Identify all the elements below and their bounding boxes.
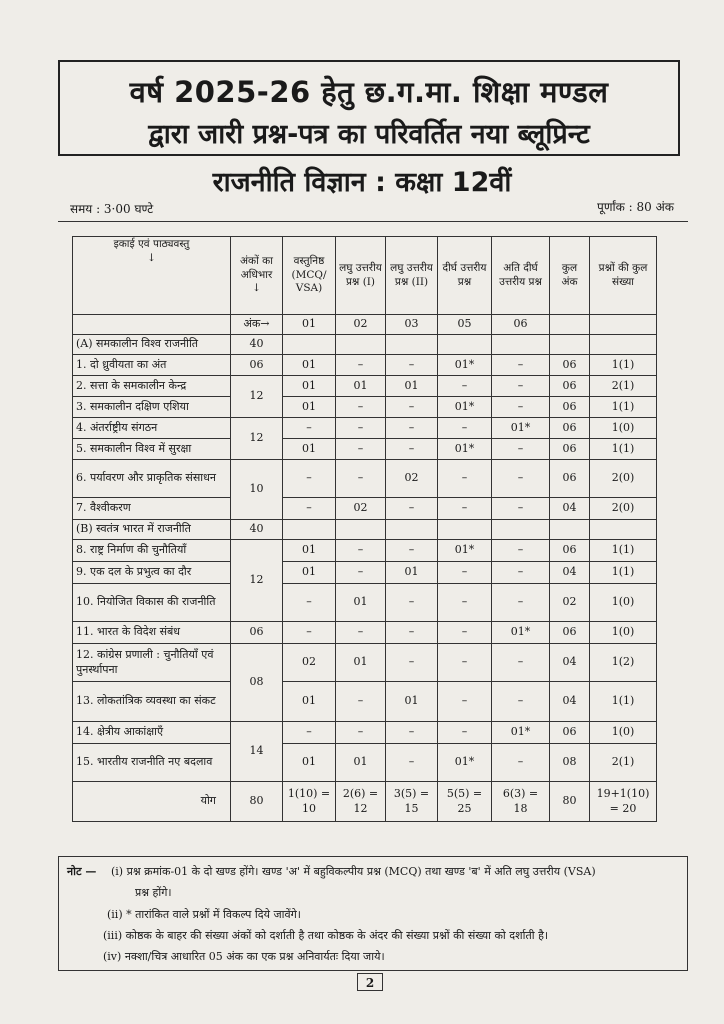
cell-objective: – [283,498,336,520]
total-objective: 1(10) = 10 [283,782,336,822]
header-very-long: अति दीर्घ उत्तरीय प्रश्न [492,237,550,315]
section-b-row [73,520,657,540]
cell-objective: – [283,584,336,622]
table-row [73,460,657,498]
subject-heading: राजनीति विज्ञान : कक्षा 12वीं [212,167,512,198]
cell-short2: 01 [386,562,438,584]
total-label: योग [73,782,231,822]
down-arrow-icon: ↓ [252,282,261,295]
cell-short2: – [386,644,438,682]
cell-short2: – [386,584,438,622]
marks-value: 02 [336,315,386,335]
row-topic: 1. दो ध्रुवीयता का अंत [73,355,231,376]
cell-total-questions: 1(0) [590,418,657,439]
cell-short1: 01 [336,376,386,397]
cell-short2: – [386,439,438,460]
cell-total-marks: 04 [550,644,590,682]
table-row [73,376,657,397]
divider [58,221,688,222]
marks-row-blank [73,315,231,335]
cell-short1: 01 [336,584,386,622]
cell-total-marks: 06 [550,418,590,439]
table-row [73,622,657,644]
cell-very-long: – [492,562,550,584]
cell-long: – [438,376,492,397]
cell-objective: – [283,418,336,439]
note-item-1-cont: प्रश्न होंगे। [135,886,172,899]
cell-short2: – [386,722,438,744]
cell-total-questions: 1(0) [590,584,657,622]
row-weight: 06 [231,622,283,644]
cell-short2: – [386,397,438,418]
total-marks: 80 [550,782,590,822]
cell-total-questions: 1(1) [590,562,657,584]
row-topic: 6. पर्यावरण और प्राकृतिक संसाधन [73,460,231,498]
cell-long: – [438,460,492,498]
note-item-3 [103,928,679,943]
total-short1: 2(6) = 12 [336,782,386,822]
cell-objective: – [283,622,336,644]
table-row [73,682,657,722]
header-row [73,237,657,315]
header-unit-label: इकाई एवं पाठ्यवस्तु [113,238,190,250]
row-topic: 8. राष्ट्र निर्माण की चुनौतियाँ [73,540,231,562]
cell-total-questions: 2(0) [590,498,657,520]
cell-very-long: – [492,397,550,418]
cell-total-marks: 04 [550,498,590,520]
cell-total-questions: 2(1) [590,744,657,782]
cell-objective: 01 [283,355,336,376]
section-a-title: (A) समकालीन विश्व राजनीति [73,335,231,355]
cell-very-long: 01* [492,722,550,744]
cell-objective: 01 [283,744,336,782]
note-label: नोट — [67,865,97,878]
note-item-4 [103,949,679,964]
cell-total-marks: 06 [550,722,590,744]
cell-total-marks: 06 [550,397,590,418]
cell-short1: – [336,722,386,744]
row-weight: 12 [231,376,283,418]
note-item-text: कोष्ठक के बाहर की संख्या अंकों को दर्शाती है तथा कोष्ठक के अंदर की संख्या प्रश्नों की संख्या को दर्शाती है। [125,929,549,942]
cell-long: – [438,418,492,439]
cell-objective: 01 [283,376,336,397]
row-topic: 7. वैश्वीकरण [73,498,231,520]
cell-long: 01* [438,355,492,376]
header-short1: लघु उत्तरीय प्रश्न (I) [336,237,386,315]
cell-short2: 02 [386,460,438,498]
cell-long: – [438,644,492,682]
cell-total-marks: 06 [550,376,590,397]
table-row [73,644,657,682]
cell-long: – [438,682,492,722]
table-row [73,540,657,562]
cell-short1: 02 [336,498,386,520]
cell-short1: – [336,682,386,722]
cell-objective: – [283,722,336,744]
total-long: 5(5) = 25 [438,782,492,822]
note-box [58,856,688,971]
cell-long: 01* [438,439,492,460]
table-row [73,744,657,782]
note-item-1 [111,864,679,879]
cell-very-long: – [492,744,550,782]
table-row [73,584,657,622]
header-objective: वस्तुनिष्ठ (MCQ/ VSA) [283,237,336,315]
row-topic: 15. भारतीय राजनीति नए बदलाव [73,744,231,782]
table-row [73,355,657,376]
cell-short2: 01 [386,376,438,397]
row-topic: 5. समकालीन विश्व में सुरक्षा [73,439,231,460]
cell-long: – [438,722,492,744]
marks-row-blank [550,315,590,335]
header-total-questions: प्रश्नों की कुल संख्या [590,237,657,315]
row-topic: 10. नियोजित विकास की राजनीति [73,584,231,622]
section-b-weight: 40 [231,520,283,540]
max-marks: पूर्णांक : 80 अंक [597,200,674,214]
cell-very-long: – [492,540,550,562]
cell-very-long: – [492,460,550,498]
table-row [73,439,657,460]
cell-long: 01* [438,397,492,418]
header-unit [73,237,231,315]
table-row [73,418,657,439]
cell-total-questions: 1(0) [590,622,657,644]
title-line-2: द्वारा जारी प्रश्न-पत्र का परिवर्तित नया ब्लूप्रिन्ट [148,119,590,150]
total-weight: 80 [231,782,283,822]
note-item-text: नक्शा/चित्र आधारित 05 अंक का एक प्रश्न अनिवार्यतः दिया जाये। [124,950,385,963]
cell-short1: – [336,439,386,460]
cell-total-marks: 04 [550,682,590,722]
cell-total-questions: 1(1) [590,682,657,722]
cell-total-questions: 1(1) [590,439,657,460]
row-weight: 14 [231,722,283,782]
row-topic: 14. क्षेत्रीय आकांक्षाएँ [73,722,231,744]
row-weight: 12 [231,540,283,622]
note-item-text: प्रश्न क्रमांक-01 के दो खण्ड होंगे। खण्ड 'अ' में बहुविकल्पीय प्रश्न (MCQ) तथा खण्ड 'ब' में अति लघु उत्तरीय (VSA) [126,865,596,878]
cell-short2: – [386,622,438,644]
cell-short1: – [336,460,386,498]
cell-total-marks: 06 [550,540,590,562]
cell-short2: 01 [386,682,438,722]
row-weight: 10 [231,460,283,520]
cell-objective: 01 [283,682,336,722]
row-topic: 3. समकालीन दक्षिण एशिया [73,397,231,418]
note-item-number: (iv) [103,950,122,963]
cell-total-marks: 02 [550,584,590,622]
cell-short1: – [336,355,386,376]
header-weight [231,237,283,315]
marks-row-label: अंक→ [231,315,283,335]
row-topic: 4. अंतर्राष्ट्रीय संगठन [73,418,231,439]
cell-total-marks: 06 [550,439,590,460]
marks-row [73,315,657,335]
row-weight: 08 [231,644,283,722]
total-short2: 3(5) = 15 [386,782,438,822]
row-topic: 12. कांग्रेस प्रणाली : चुनौतियाँ एवं पुनर्स्थापना [73,644,231,682]
cell-total-questions: 1(2) [590,644,657,682]
cell-total-questions: 1(0) [590,722,657,744]
page-number: 2 [357,973,383,991]
header-long: दीर्घ उत्तरीय प्रश्न [438,237,492,315]
marks-value: 03 [386,315,438,335]
cell-short2: – [386,498,438,520]
cell-very-long: – [492,682,550,722]
marks-row-blank [590,315,657,335]
cell-long: 01* [438,744,492,782]
cell-short2: – [386,355,438,376]
header-total-marks: कुल अंक [550,237,590,315]
row-topic: 11. भारत के विदेश संबंध [73,622,231,644]
row-topic: 2. सत्ता के समकालीन केन्द्र [73,376,231,397]
row-topic: 9. एक दल के प्रभुत्व का दौर [73,562,231,584]
cell-very-long: – [492,376,550,397]
cell-objective: 01 [283,562,336,584]
cell-short2: – [386,744,438,782]
cell-objective: 01 [283,439,336,460]
title-box [58,60,680,156]
cell-very-long: – [492,439,550,460]
header-short2: लघु उत्तरीय प्रश्न (II) [386,237,438,315]
marks-value: 05 [438,315,492,335]
title-line-1: वर्ष 2025-26 हेतु छ.ग.मा. शिक्षा मण्डल [129,75,609,109]
cell-long: – [438,498,492,520]
cell-short1: – [336,622,386,644]
section-b-title: (B) स्वतंत्र भारत में राजनीति [73,520,231,540]
total-very-long: 6(3) = 18 [492,782,550,822]
cell-very-long: – [492,355,550,376]
cell-short2: – [386,540,438,562]
cell-short1: – [336,397,386,418]
table-row [73,397,657,418]
cell-total-questions: 1(1) [590,397,657,418]
cell-objective: 01 [283,540,336,562]
cell-total-marks: 06 [550,355,590,376]
total-row [73,782,657,822]
row-weight: 06 [231,355,283,376]
header-weight-label: अंकों का अधिभार [240,255,273,281]
cell-long: – [438,622,492,644]
section-a-row [73,335,657,355]
exam-time: समय : 3·00 घण्टे [70,202,154,216]
cell-long: – [438,562,492,584]
cell-total-questions: 2(1) [590,376,657,397]
cell-short1: – [336,562,386,584]
row-topic: 13. लोकतांत्रिक व्यवस्था का संकट [73,682,231,722]
cell-very-long: 01* [492,418,550,439]
row-weight: 12 [231,418,283,460]
cell-objective: – [283,460,336,498]
marks-value: 06 [492,315,550,335]
cell-total-questions: 1(1) [590,540,657,562]
cell-short2: – [386,418,438,439]
cell-total-questions: 2(0) [590,460,657,498]
cell-total-marks: 06 [550,460,590,498]
cell-very-long: – [492,584,550,622]
table-row [73,722,657,744]
cell-total-marks: 06 [550,622,590,644]
cell-short1: – [336,540,386,562]
cell-objective: 02 [283,644,336,682]
total-questions: 19+1(10) = 20 [590,782,657,822]
note-item-2 [107,907,679,922]
cell-objective: 01 [283,397,336,418]
note-item-text: * तारांकित वाले प्रश्नों में विकल्प दिये जावेंगे। [126,908,301,921]
table-row [73,498,657,520]
down-arrow-icon: ↓ [147,251,156,264]
blueprint-table [72,236,657,822]
cell-total-questions: 1(1) [590,355,657,376]
note-item-number: (iii) [103,929,123,942]
cell-very-long: – [492,498,550,520]
section-a-weight: 40 [231,335,283,355]
cell-very-long: 01* [492,622,550,644]
note-item-number: (ii) [107,908,123,921]
cell-short1: 01 [336,644,386,682]
cell-long: 01* [438,540,492,562]
cell-short1: 01 [336,744,386,782]
cell-very-long: – [492,644,550,682]
cell-total-marks: 08 [550,744,590,782]
note-item-number: (i) [111,865,124,878]
cell-total-marks: 04 [550,562,590,584]
cell-long: – [438,584,492,622]
table-row [73,562,657,584]
cell-short1: – [336,418,386,439]
marks-value: 01 [283,315,336,335]
